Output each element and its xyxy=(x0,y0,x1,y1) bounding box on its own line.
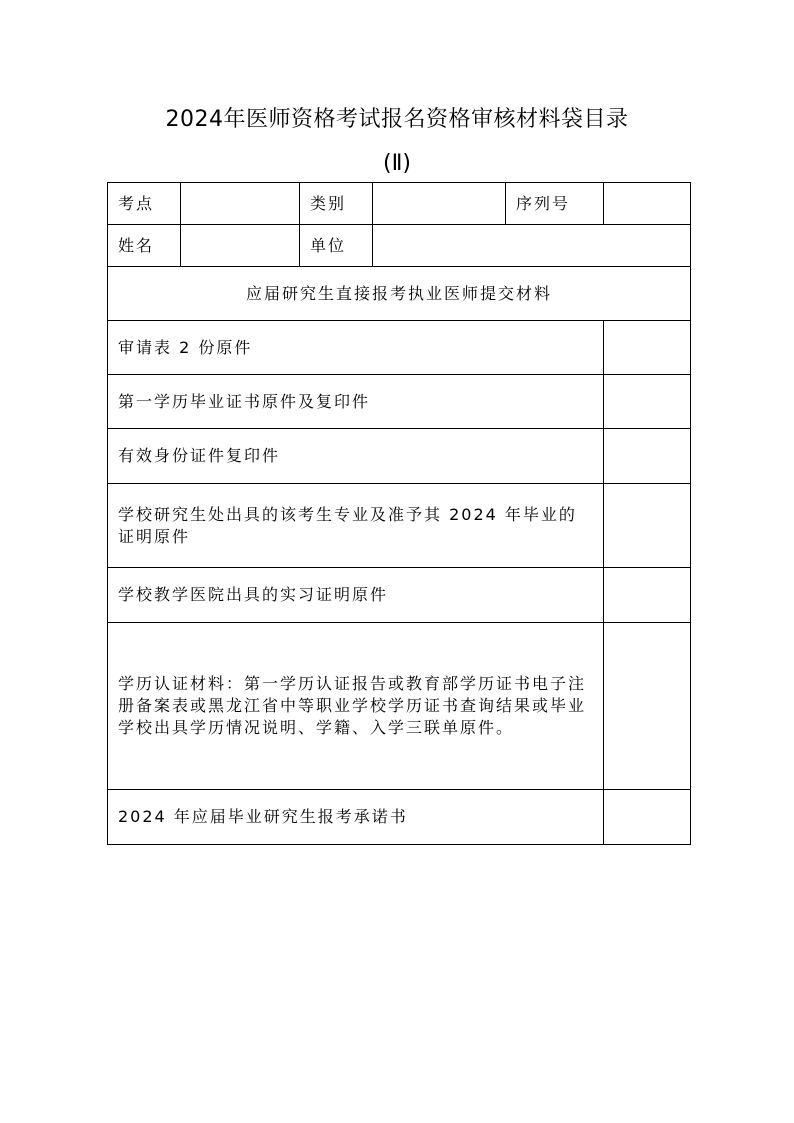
material-item: 审请表 2 份原件 xyxy=(108,321,604,375)
unit-value-cell xyxy=(373,225,691,267)
material-row xyxy=(108,429,691,484)
material-item: 学历认证材料：第一学历认证报告或教育部学历证书电子注册备案表或黑龙江省中等职业学校学历证书查询结果或毕业学校出具学历情况说明、学籍、入学三联单原件。 xyxy=(108,623,604,790)
category-value-cell xyxy=(373,183,506,225)
materials-checklist-table xyxy=(107,182,691,845)
serial-number-label: 序列号 xyxy=(506,183,604,225)
serial-number-value-cell xyxy=(604,183,691,225)
document-title: 2024年医师资格考试报名资格审核材料袋目录 xyxy=(165,107,629,132)
material-item: 有效身份证件复印件 xyxy=(108,429,604,484)
category-label: 类别 xyxy=(300,183,373,225)
material-check-cell xyxy=(604,484,691,568)
material-check-cell xyxy=(604,568,691,623)
name-label: 姓名 xyxy=(108,225,181,267)
material-check-cell xyxy=(604,321,691,375)
name-value-cell xyxy=(181,225,300,267)
material-row xyxy=(108,623,691,790)
header-row-1 xyxy=(108,183,691,225)
material-item: 2024 年应届毕业研究生报考承诺书 xyxy=(108,790,604,845)
section-heading: 应届研究生直接报考执业医师提交材料 xyxy=(108,267,691,321)
material-row xyxy=(108,375,691,429)
material-check-cell xyxy=(604,623,691,790)
material-row xyxy=(108,484,691,568)
material-row xyxy=(108,790,691,845)
material-item: 学校教学医院出具的实习证明原件 xyxy=(108,568,604,623)
material-row xyxy=(108,568,691,623)
material-check-cell xyxy=(604,375,691,429)
document-subtitle: (Ⅱ) xyxy=(383,151,411,176)
unit-label: 单位 xyxy=(300,225,373,267)
section-heading-row xyxy=(108,267,691,321)
material-item: 第一学历毕业证书原件及复印件 xyxy=(108,375,604,429)
material-row xyxy=(108,321,691,375)
header-row-2 xyxy=(108,225,691,267)
material-check-cell xyxy=(604,429,691,484)
material-check-cell xyxy=(604,790,691,845)
exam-site-value-cell xyxy=(181,183,300,225)
material-item: 学校研究生处出具的该考生专业及准予其 2024 年毕业的证明原件 xyxy=(108,484,604,568)
exam-site-label: 考点 xyxy=(108,183,181,225)
